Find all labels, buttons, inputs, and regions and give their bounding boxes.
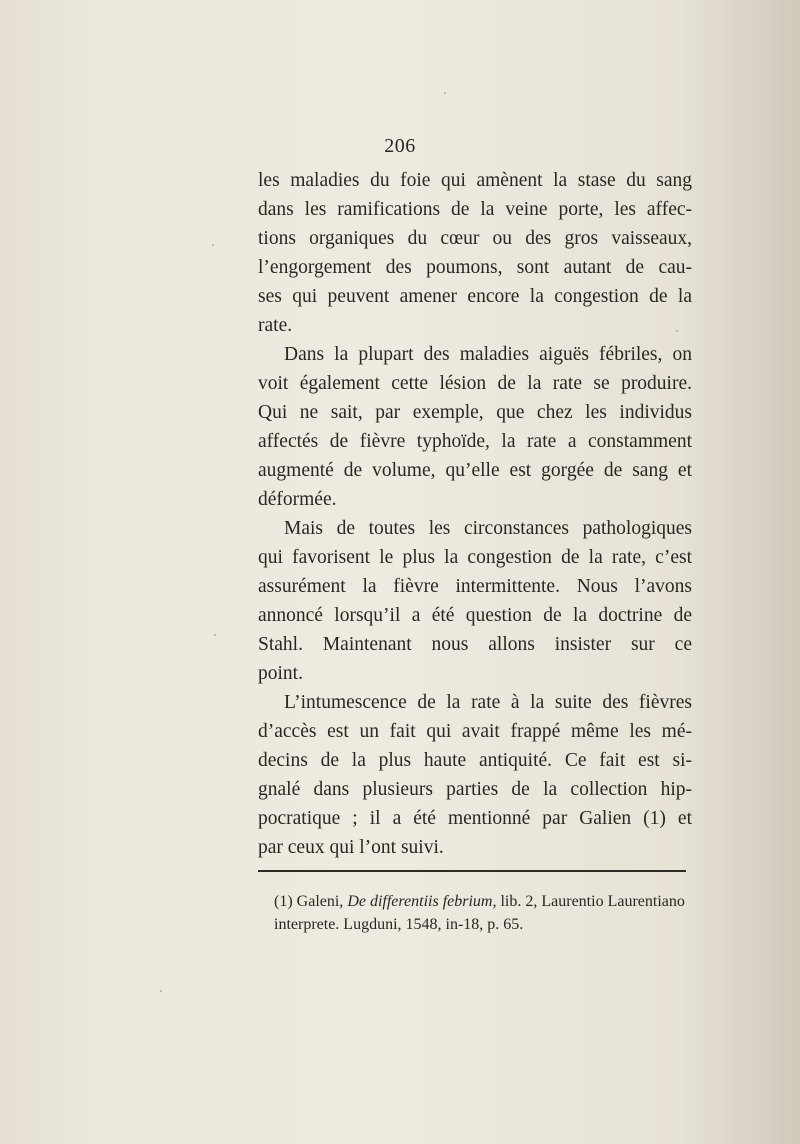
- paper-speck: [444, 92, 446, 94]
- text-line: rate.: [258, 315, 293, 336]
- text-line: ses qui peuvent amener encore la congestion de la: [258, 286, 692, 307]
- text-line: annoncé lorsqu’il a été question de la doctrine de: [258, 605, 692, 626]
- text-line: affectés de fièvre typhoïde, la rate a constamment: [258, 431, 692, 452]
- text-line: assurément la fièvre intermittente. Nous l’avons: [258, 576, 692, 597]
- text-line: Mais de toutes les circonstances pathologiques: [284, 518, 692, 539]
- text-line: tions organiques du cœur ou des gros vaisseaux,: [258, 228, 692, 249]
- text-line: voit également cette lésion de la rate se produire.: [258, 373, 692, 394]
- paper-speck: [676, 330, 678, 332]
- footnote-suffix: lib. 2, Laurentio Laurentiano: [500, 893, 685, 910]
- footnote-prefix: (1) Galeni,: [274, 893, 344, 910]
- text-line: L’intumescence de la rate à la suite des fièvres: [284, 692, 692, 713]
- footnote-title: De differentiis febrium,: [347, 893, 497, 910]
- paper-speck: [214, 634, 216, 636]
- text-line: Qui ne sait, par exemple, que chez les individus: [258, 402, 692, 423]
- text-line: d’accès est un fait qui avait frappé même les mé-: [258, 721, 692, 742]
- text-line: Dans la plupart des maladies aiguës fébriles, on: [284, 344, 692, 365]
- footnote-rule: [258, 870, 686, 872]
- text-line: l’engorgement des poumons, sont autant de cau-: [258, 257, 692, 278]
- text-line: dans les ramifications de la veine porte, les affec-: [258, 199, 692, 220]
- text-line: déformée.: [258, 489, 337, 510]
- text-line: decins de la plus haute antiquité. Ce fait est si-: [258, 750, 692, 771]
- paper-speck: [212, 244, 214, 246]
- text-line: gnalé dans plusieurs parties de la collection hip-: [258, 779, 692, 800]
- text-line: Stahl. Maintenant nous allons insister sur ce: [258, 634, 692, 655]
- text-line: point.: [258, 663, 303, 684]
- paper-speck: [160, 990, 162, 992]
- text-line: par ceux qui l’ont suivi.: [258, 837, 444, 858]
- text-line: pocratique ; il a été mentionné par Galien (1) et: [258, 808, 692, 829]
- text-line: les maladies du foie qui amènent la stase du sang: [258, 170, 692, 191]
- footnote-line-1: [274, 890, 694, 913]
- footnote-line-2: interprete. Lugduni, 1548, in-18, p. 65.: [274, 916, 524, 933]
- footnote: [274, 890, 694, 936]
- main-text: [258, 166, 692, 862]
- text-line: qui favorisent le plus la congestion de la rate, c’est: [258, 547, 692, 568]
- text-line: augmenté de volume, qu’elle est gorgée de sang et: [258, 460, 692, 481]
- page-number: 206: [384, 135, 416, 157]
